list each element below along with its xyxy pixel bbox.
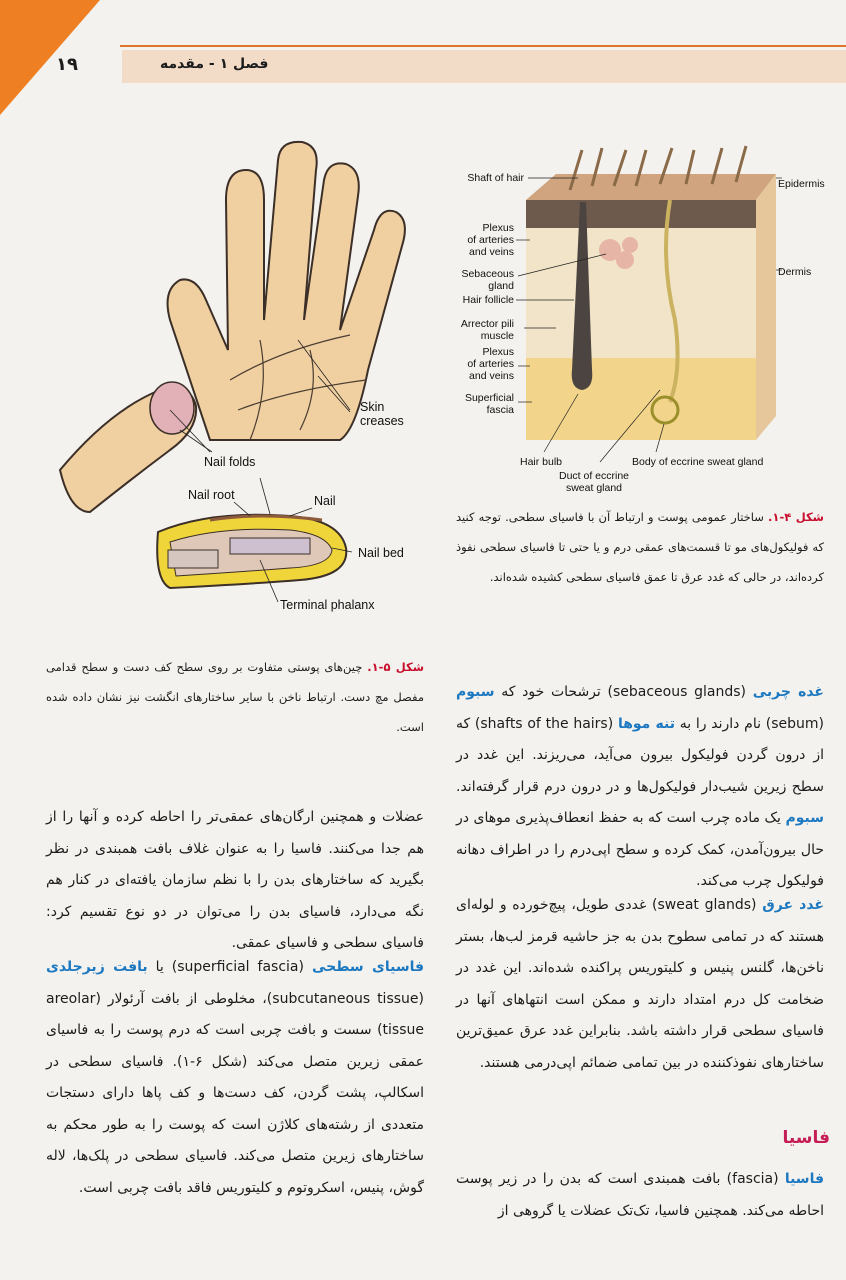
- paragraph-fascia: [456, 1164, 824, 1227]
- label-plexus-lower: Plexus of arteries and veins: [467, 346, 514, 382]
- text-sebaceous-1: (sebaceous glands) ترشحات خود که: [494, 684, 753, 700]
- figure-4-caption: [456, 502, 824, 592]
- kw-fascia: فاسیا: [784, 1171, 824, 1187]
- page-number: ۱۹: [56, 54, 78, 75]
- kw-sebum-2: سبوم: [785, 810, 824, 826]
- text-fascia: (fascia) بافت همبندی است که بدن را در زیر پوست احاطه می‌کند. همچنین فاسیا، تک‌تک عضلات یا گروهی از: [456, 1171, 824, 1219]
- section-title-fascia: فاسیا: [782, 1128, 830, 1148]
- corner-decoration: [0, 0, 100, 115]
- kw-sweat-glands: غدد عرق: [762, 897, 824, 913]
- label-nail: Nail: [314, 494, 336, 508]
- text-sebaceous-2: (sebum) نام دارند را به: [674, 715, 824, 732]
- paragraph-fascia-continued: عضلات و همچنین ارگان‌های عمقی‌تر را احاطه کرده و آنها را از هم جدا می‌کنند. فاسیا را به عنوان غلاف بافت همبندی در نظر بگیرید که ساختارهای بدن را با نظم سازمان یافته‌ای در کنار هم نگه می‌دارد، فاسیای بدن را می‌توان در دو نوع تقسیم کرد: فاسیای سطحی و فاسیای عمقی.: [46, 809, 424, 951]
- text-sweat-glands: (sweat glands) غددی طویل، پیچ‌خورده و لوله‌ای هستند که در تمامی سطوح بدن به جز حاشیه قرمز لب‌ها، بستر ناخن‌ها، گلنس پنیس و کلیتوریس پراکنده شده‌اند. این غدد در ضخامت کل درم امتداد دارند و ممکن است انتهاهای آنها در فاسیای سطحی قرار داشته باشد. بنابراین غدد عرق عمیق‌ترین ساختارهای نفوذکننده در بین تمامی ضمائم اپی‌درمی هستند.: [456, 897, 824, 1071]
- label-dermis: Dermis: [778, 266, 812, 278]
- kw-hair-shafts: تنه موها: [617, 715, 675, 732]
- label-nail-folds: Nail folds: [204, 455, 256, 469]
- kw-sebaceous: غده چربی: [752, 684, 824, 700]
- label-plexus-upper: Plexus of arteries and veins: [467, 222, 514, 258]
- label-hair-follicle: Hair follicle: [462, 294, 514, 306]
- figure-5-tag: شکل ۵-۱.: [367, 660, 425, 674]
- label-epidermis: Epidermis: [778, 178, 825, 190]
- kw-subcutaneous: بافت زیرجلدی: [46, 959, 148, 975]
- label-duct-eccrine: Duct of eccrine sweat gland: [558, 470, 630, 494]
- text-superficial-1: (superficial fascia) یا: [147, 959, 312, 975]
- label-hair-bulb: Hair bulb: [520, 456, 563, 468]
- header-rule: [120, 45, 846, 47]
- skin-structure-figure: [460, 140, 846, 500]
- chapter-title: فصل ۱ - مقدمه: [160, 56, 269, 72]
- kw-superficial-fascia: فاسیای سطحی: [311, 959, 425, 975]
- label-skin-creases: Skin creases: [360, 400, 404, 428]
- text-sebaceous-3: (shafts of the hairs) که از درون گردن فولیکول بیرون می‌آید، می‌ریزند. این غدد در سطح زیرین شیب‌دار فولیکول‌ها و در درون درم قرار گرفته‌اند.: [456, 715, 824, 795]
- text-superficial-2: (subcutaneous tissue)، مخلوطی از بافت آرئولار (areolar tissue) سست و بافت چربی است که درم پوست را به فاسیای عمقی زیرین متصل می‌کند (شکل ۶-۱). فاسیای سطحی در اسکالپ، پشت گردن، کف دست‌ها و کف پاها دارای دستجات متعددی از رشته‌های کلاژن است که پوست را به طور محکم به ساختارهای زیرین متصل می‌کند. فاسیای سطحی در پلک‌ها، لاله گوش، پنیس، اسکروتوم و کلیتوریس فاقد بافت چربی است.: [46, 990, 424, 1196]
- paragraph-sebaceous: [456, 677, 824, 898]
- kw-sebum: سبوم: [456, 684, 495, 700]
- paragraph-sweat-glands: [456, 890, 824, 1079]
- figure-4-tag: شکل ۴-۱.: [768, 510, 824, 524]
- figure-4-caption-text: ساختار عمومی پوست و ارتباط آن با فاسیای سطحی. توجه کنید که فولیکول‌های مو تا قسمت‌های عمقی درم و یا حتی تا فاسیای سطحی نفوذ کرده‌اند، در حالی که غدد عرق تا عمق فاسیای سطحی کشیده شده‌اند.: [456, 510, 824, 584]
- label-terminal-phalanx: Terminal phalanx: [280, 598, 375, 612]
- label-nail-root: Nail root: [188, 488, 235, 502]
- text-sebaceous-4: یک ماده چرب است که به حفظ انعطاف‌پذیری موهای در حال بیرون‌آمدن، کمک کرده و سطح اپی‌درم را در اطراف دهانه فولیکول چرب می‌کند.: [456, 810, 824, 889]
- label-superficial-fascia: Superficial fascia: [464, 392, 514, 416]
- label-nail-bed: Nail bed: [358, 546, 404, 560]
- label-shaft-of-hair: Shaft of hair: [467, 172, 524, 184]
- label-arrector-pili: Arrector pili muscle: [460, 318, 514, 342]
- figure-5-caption-text: چین‌های پوستی متفاوت بر روی سطح کف دست و سطح قدامی مفصل مچ دست. ارتباط ناخن با سایر ساختارهای انگشت نیز نشان داده شده است.: [46, 660, 424, 734]
- paragraph-superficial-fascia: [46, 952, 424, 1204]
- figure-5-caption: [46, 652, 424, 742]
- label-body-eccrine: Body of eccrine sweat gland: [632, 456, 764, 468]
- label-sebaceous-gland: Sebaceous gland: [461, 268, 514, 292]
